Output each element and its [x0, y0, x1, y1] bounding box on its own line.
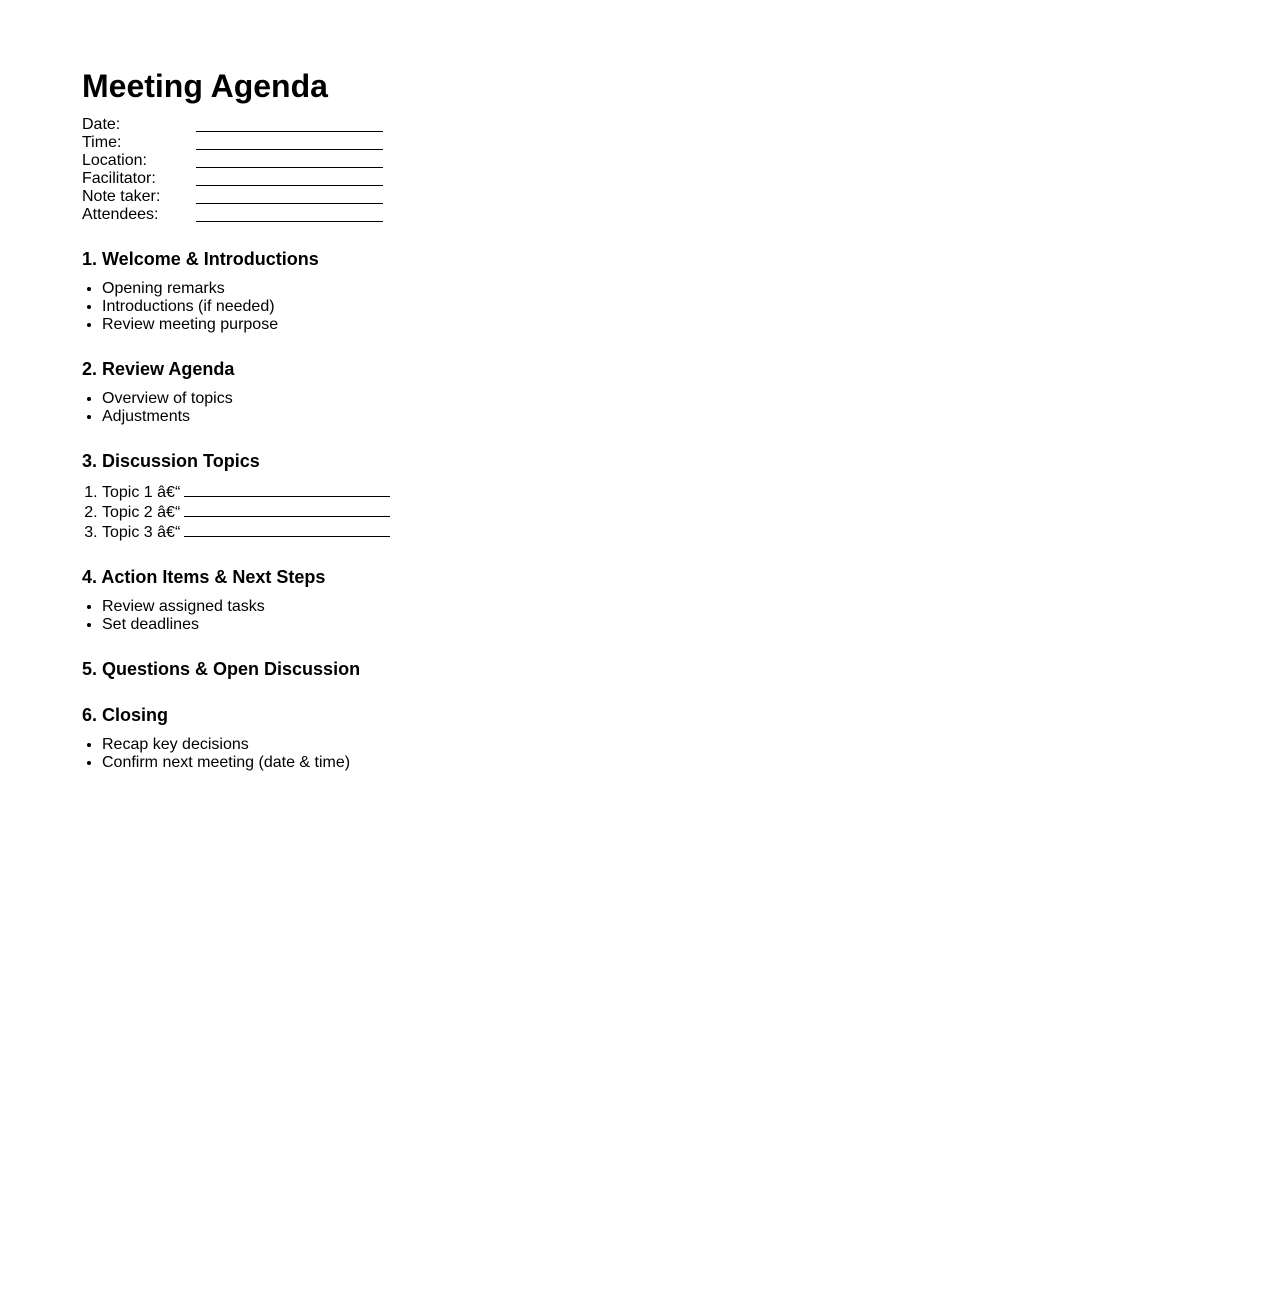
field-time: [82, 134, 782, 152]
field-label: Date:: [82, 116, 121, 133]
topic-label: Topic 2 â€“: [102, 504, 181, 521]
section-heading: 6. Closing: [82, 705, 169, 725]
field-blank-line: [196, 206, 383, 222]
list-item: • Set deadlines: [102, 616, 782, 634]
list-item: [102, 522, 782, 542]
section-welcome: [82, 248, 782, 334]
topic-blank-line: [184, 502, 390, 517]
section-closing: [82, 704, 782, 772]
field-location: [82, 152, 782, 170]
section-heading: 3. Discussion Topics: [82, 451, 260, 471]
list-item: • Overview of topics: [102, 390, 782, 408]
field-blank-line: [196, 152, 383, 168]
agenda-document: [82, 66, 782, 772]
section-heading: 5. Questions & Open Discussion: [82, 659, 361, 679]
field-label: Facilitator:: [82, 170, 156, 187]
field-blank-line: [196, 188, 383, 204]
field-attendees: [82, 206, 782, 224]
section-heading: 2. Review Agenda: [82, 359, 235, 379]
topic-label: Topic 3 â€“: [102, 524, 181, 541]
topic-blank-line: [184, 482, 390, 497]
list-item: • Introductions (if needed): [102, 298, 782, 316]
bullet-list: [82, 736, 782, 772]
field-blank-line: [196, 116, 383, 132]
list-item: • Opening remarks: [102, 280, 782, 298]
field-facilitator: [82, 170, 782, 188]
list-item: • Review assigned tasks: [102, 598, 782, 616]
section-discussion-topics: [82, 450, 782, 542]
section-review-agenda: [82, 358, 782, 426]
section-action-items: [82, 566, 782, 634]
topic-blank-line: [184, 522, 390, 537]
field-blank-line: [196, 134, 383, 150]
list-item: • Confirm next meeting (date & time): [102, 754, 782, 772]
list-item: • Adjustments: [102, 408, 782, 426]
field-label: Note taker:: [82, 188, 161, 205]
field-date: [82, 116, 782, 134]
field-label: Time:: [82, 134, 122, 151]
page-title: Meeting Agenda: [82, 68, 328, 104]
numbered-list: [82, 482, 782, 542]
field-label: Attendees:: [82, 206, 159, 223]
meeting-details: [82, 116, 782, 224]
list-item: • Recap key decisions: [102, 736, 782, 754]
section-heading: 1. Welcome & Introductions: [82, 249, 319, 269]
bullet-list: [82, 390, 782, 426]
section-questions: [82, 658, 782, 680]
bullet-list: [82, 598, 782, 634]
section-heading: 4. Action Items & Next Steps: [82, 567, 326, 587]
topic-label: Topic 1 â€“: [102, 484, 181, 501]
field-blank-line: [196, 170, 383, 186]
list-item: [102, 502, 782, 522]
list-item: • Review meeting purpose: [102, 316, 782, 334]
bullet-list: [82, 280, 782, 334]
field-note-taker: [82, 188, 782, 206]
field-label: Location:: [82, 152, 147, 169]
list-item: [102, 482, 782, 502]
